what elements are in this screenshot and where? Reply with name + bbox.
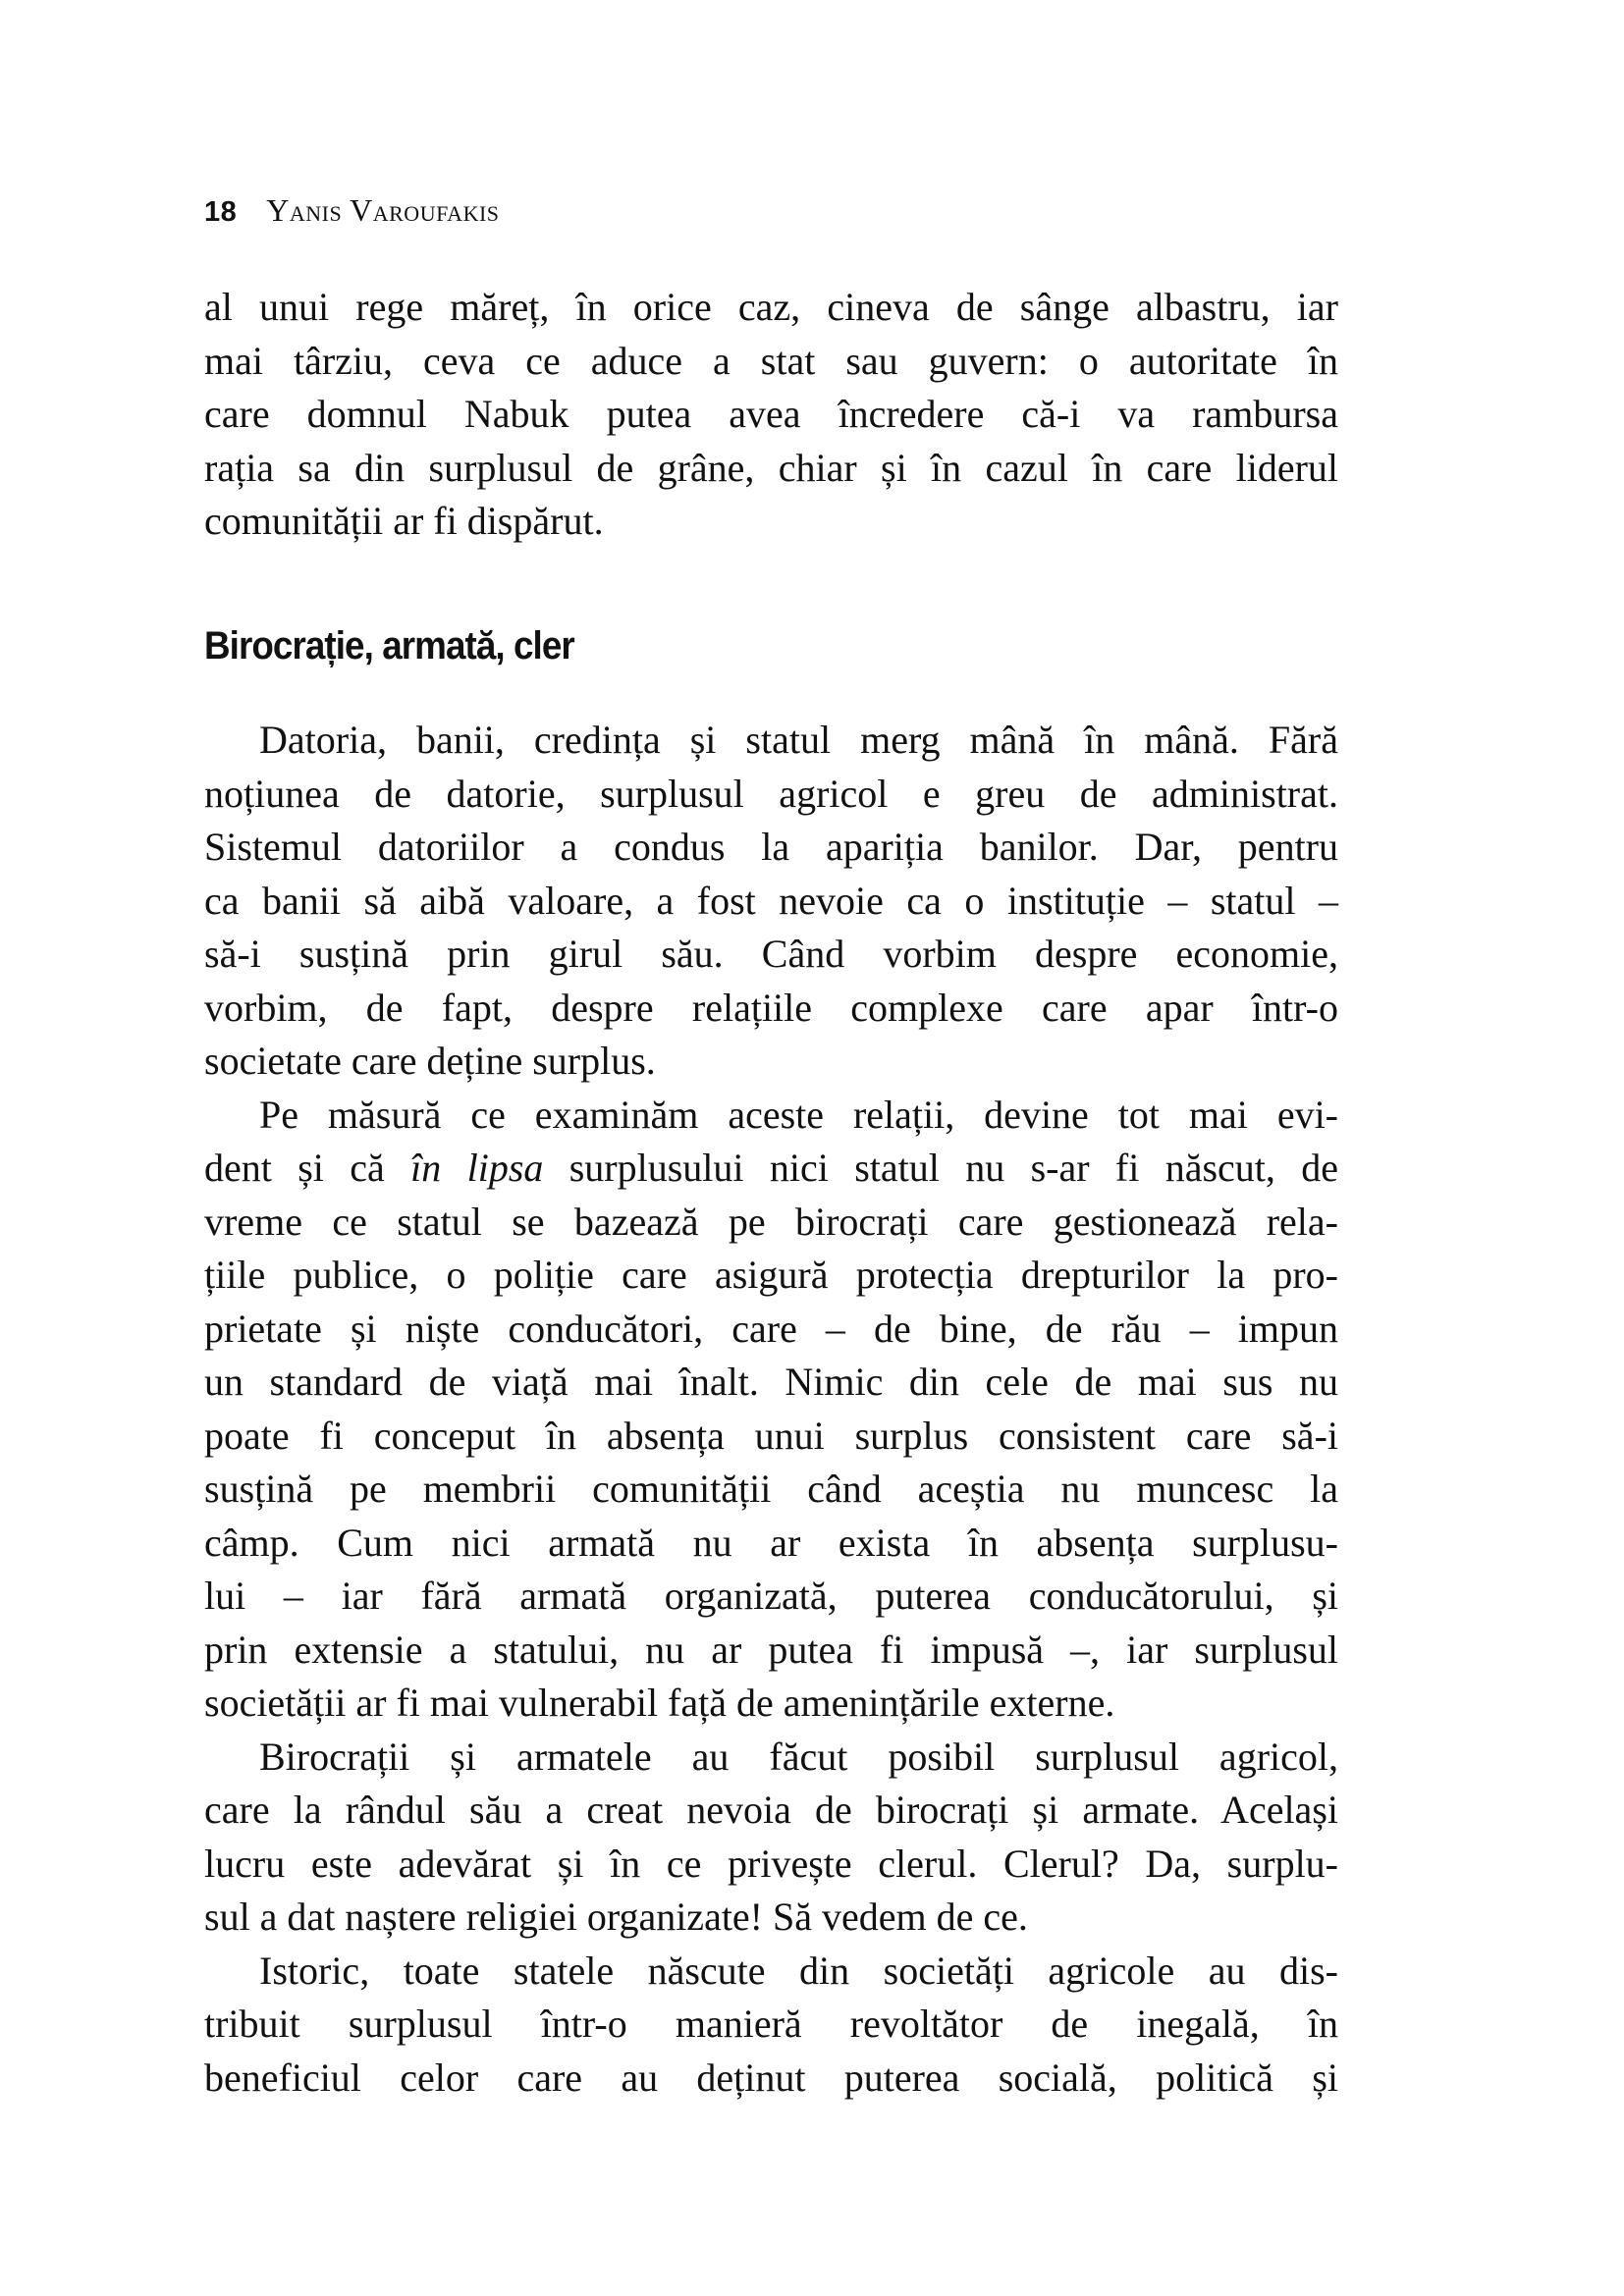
italic-emphasis: în lipsa	[410, 1146, 544, 1190]
text-segment: surplusului nici statul nu s-ar fi născut, de	[543, 1146, 1338, 1190]
text-line: să-i susțină prin girul său. Când vorbim despre economie,	[204, 932, 1338, 976]
text-line: poate fi conceput în absența unui surplus consistent care să-i	[204, 1413, 1338, 1458]
text-line: Birocrații și armatele au făcut posibil surplusul agricol,	[259, 1734, 1338, 1779]
text-line: Sistemul datoriilor a condus la apariția banilor. Dar, pentru	[204, 825, 1338, 869]
text-line: sul a dat naștere religiei organizate! Să vedem de ce.	[204, 1895, 1028, 1939]
text-line: societății ar fi mai vulnerabil față de amenințările externe.	[204, 1681, 1115, 1725]
running-head-author: Yanis Varoufakis	[266, 192, 500, 228]
text-line: vreme ce statul se bazează pe birocrați care gestionează rela-	[204, 1199, 1338, 1244]
page-number: 18	[204, 196, 238, 228]
text-line: un standard de viață mai înalt. Nimic din cele de mai sus nu	[204, 1360, 1338, 1404]
text-line: Istoric, toate statele născute din societăți agricole au dis-	[259, 1948, 1338, 1993]
section-heading: Birocrație, armată, cler	[204, 624, 574, 667]
text-line: societate care deține surplus.	[204, 1039, 656, 1083]
text-line: țiile publice, o poliție care asigură protecția drepturilor la pro-	[204, 1253, 1338, 1297]
text-line: tribuit surplusul într-o manieră revoltător de inegală, în	[204, 2002, 1338, 2046]
running-head	[204, 192, 500, 229]
text-line: susțină pe membrii comunității când aceștia nu muncesc la	[204, 1467, 1338, 1511]
text-line-with-italic	[204, 1142, 1338, 1196]
text-line: vorbim, de fapt, despre relațiile complexe care apar într-o	[204, 985, 1338, 1030]
text-line: lucru este adevărat și în ce privește clerul. Clerul? Da, surplu-	[204, 1841, 1338, 1886]
text-line: rația sa din surplusul de grâne, chiar și în cazul în care liderul	[204, 445, 1338, 490]
text-line: prin extensie a statului, nu ar putea fi impusă –, iar surplusul	[204, 1627, 1338, 1672]
text-line: noțiunea de datorie, surplusul agricol e greu de administrat.	[204, 771, 1338, 816]
text-line: câmp. Cum nici armată nu ar exista în absența surplusu-	[204, 1520, 1338, 1565]
text-segment: dent și că	[204, 1146, 411, 1190]
text-line: Pe măsură ce examinăm aceste relații, devine tot mai evi-	[259, 1092, 1338, 1137]
text-line: mai târziu, ceva ce aduce a stat sau guvern: o autoritate în	[204, 338, 1338, 383]
text-line: al unui rege măreț, în orice caz, cineva de sânge albastru, iar	[204, 285, 1338, 329]
continued-paragraph	[204, 281, 1338, 549]
text-line: lui – iar fără armată organizată, puterea conducătorului, și	[204, 1574, 1338, 1618]
text-line: beneficiul celor care au deținut puterea socială, politică și	[204, 2055, 1338, 2100]
text-line: prietate și niște conducători, care – de bine, de rău – impun	[204, 1306, 1338, 1351]
text-line: Datoria, banii, credința și statul merg mână în mână. Fără	[259, 718, 1338, 762]
text-line: care domnul Nabuk putea avea încredere că-i va rambursa	[204, 392, 1338, 436]
text-line: comunității ar fi dispărut.	[204, 499, 604, 543]
text-line: ca banii să aibă valoare, a fost nevoie ca o instituție – statul –	[204, 878, 1338, 923]
text-line: care la rândul său a creat nevoia de birocrați și armate. Același	[204, 1788, 1338, 1832]
paragraph-1	[204, 714, 1338, 2105]
